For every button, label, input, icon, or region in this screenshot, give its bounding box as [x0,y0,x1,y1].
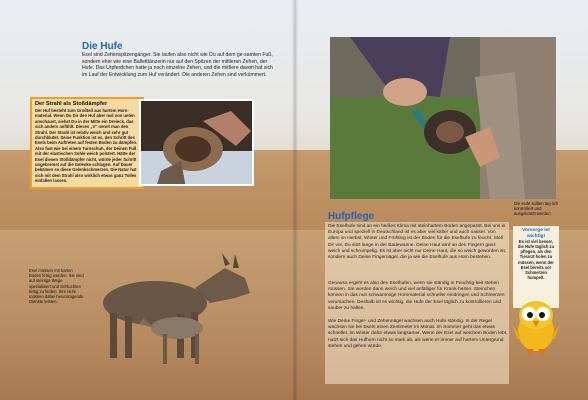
donkey-caption: Esel müssen mit harten Boden fertig werden. Sie sind auf steinige Wege spezialisiert und Schluchten fertig zu finden. Ihre Hufe müssen dabei hervorragende Dienste leisten. [29,268,84,305]
hufpflege-paragraph-2: Genauso ergeht es also den Eselhufen, wenn sie ständig in Feuchtig-keit stehen müssen. Sie werden dann weich und viel anfälliger für Krank-heiten. Steinchen können in das nun schwammige Hornmaterial schneller eindringen und Schmerzen verursachen. Deshalb ist es wichtig, die Hufe der Esel täglich zu kontrollieren und sauber zu halten. [328,281,505,311]
section-title-hufpflege: Hufpflege [328,211,375,222]
info-box-title: Der Strahl als Stoßdämpfer [35,101,108,107]
hoof-underside-photo [139,99,254,186]
hufpflege-paragraph-3: Wie Deine Finger- und Zehennägel wachsen auch Hufe ständig. In der Regel wachsen sie bei Eseln einen Zentimeter im Monat. Im Sommer geht das etwas schneller, im Winter dafür etwas langsamer. Wenn der Esel auf weichem Boden lebt, nutzt sich das Hufhorn nicht so stark ab, als wenn er immer auf hartem Untergrund stehen und gehen würde. [328,319,508,349]
hoof-cleaning-photo [330,37,556,199]
hoof-photo-caption: Die Hufe sollten täg-lich kontrolliert und ausgekratzt werden [514,201,559,217]
owl-mascot-icon [510,295,562,355]
sidebar-title: Vorsorge ist wichtig! [522,228,550,239]
donkey-photo [95,248,265,368]
section-title-hufe: Die Hufe [82,41,123,52]
intro-paragraph: Esel sind Zehenspitzengänger. Sie laufen also nicht wie Du auf dem ge-samten Fuß, sondern eher wie eine Balletttänzerin nur auf den Spitzen der mittleren Zehen, der Hufe. Das Urpferdchen hatte ja noch einzelne Zehen, und die mittlere davon hat sich im Lauf der Entwicklung zum Huf verändert. Die anderen Zehen sind verkümmert. [82,52,273,78]
hufpflege-paragraph-1: Die Eselhufe sind an ein heißes Klima mit steinhartem Boden angepasst. Bei uns in Europa und speziell in Deutschland ist es aber viel kälter und auch nasser. Von allem im Herbst, Winter und Frühling ist der Boden für die Eselhufe zu feucht. Stell Dir vor, Du sitzt lange in der Badewanne. Deine Haut wird an den Fingern ganz weich und schrumpelig. Es ist aber nicht nur Deine Haut, die so weich geworden ist, sondern auch Deine Fingernägel, die ja wie die Eselhufe aus Horn bestehen. [328,224,507,261]
info-box-text: Der Huf besteht zum Großteil aus hartem Horn-material. Wenn Du Dir den Huf aber mal von unten anschaust, siehst Du in der Mitte ein Dreieck, das sich anders anfühlt. Dieses „V“ nennt man den Strahl. Der Strahl ist relativ weich und sehr gut durchblutet. Seine Funktion ist es, den Schritt des Esels beim Auftreten auf festen Boden zu dämpfen. Also fast wie bei einem Turnschuh, der Deinen Fuß mit der elastischen Sohle weich polstert. Hätte der Esel diesen Stoßdämpfer nicht, würde jeder Schritt ungebremst auf die Gelenke schlagen. Auf Dauer bekämen so diese Gelenkschmerzen. Die Natur hat sich mit dem Strahl also wirklich etwas ganz Tolles einfallen lassen. [35,108,138,184]
page-gutter [292,0,298,400]
sidebar-text: Es ist viel besser, die Hufe täglich zu pflegen, als den Tierarzt holen zu müssen, wenn der Esel bereits vor Schmerzen humpelt. [517,239,555,280]
info-box-strahl [30,97,144,189]
